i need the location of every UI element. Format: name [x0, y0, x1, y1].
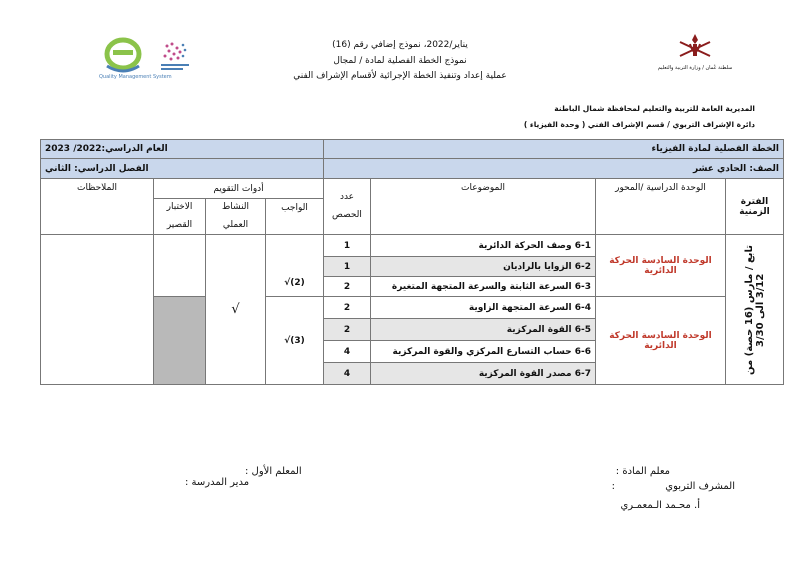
school-year: العام الدراسي:2022/ 2023 [41, 140, 324, 159]
homework-cell-b: (3)√ [266, 297, 324, 385]
col-quiz: الاختبار القصير [154, 199, 206, 235]
header-line-3: عملية إعداد وتنفيذ الخطة الإجرائية لأقسام الإشراف الفني [293, 71, 507, 81]
col-sessions: عدد الحصص [324, 179, 371, 235]
senior-teacher-label: المعلم الأول : [245, 466, 302, 477]
col-topics: الموضوعات [371, 179, 596, 235]
principal-label: مدير المدرسة : [185, 477, 250, 488]
plan-title-row [41, 140, 784, 159]
col-activity: النشاط العملي [206, 199, 266, 235]
department-line: دائرة الإشراف التربوي / قسم الإشراف الفني ( وحدة الفيزياء ) [523, 120, 755, 129]
topic-row: 6-4 السرعة المتجهة الزاوية [371, 297, 596, 319]
oman-caption: سلطنة عُمان / وزارة التربية والتعليم [657, 65, 733, 71]
homework-cell-a: (2)√ [266, 235, 324, 297]
notes-cell [41, 235, 154, 385]
subject-teacher-label: معلم المادة : [615, 466, 670, 477]
sessions-cell: 2 [324, 277, 371, 297]
sessions-cell: 2 [324, 319, 371, 341]
header-line-2: نموذج الخطة الفصلية لمادة / لمجال [333, 56, 467, 66]
period-cell [726, 235, 784, 385]
qms-caption: Quality Management System [99, 74, 172, 80]
col-homework: الواجب [266, 199, 324, 235]
quiz-cell-a [154, 235, 206, 297]
sessions-cell: 4 [324, 341, 371, 363]
directorate-line: المديرية العامة للتربية والتعليم لمحافظة شمال الباطنة [554, 104, 755, 113]
topic-row: 6-1 وصف الحركة الدائرية [371, 235, 596, 257]
sessions-cell: 1 [324, 235, 371, 257]
unit-cell-b: الوحدة السادسة الحركة الدائرية [596, 297, 726, 385]
oman-emblem-logo [657, 30, 733, 80]
topic-row: 6-6 حساب التسارع المركزي والقوة المركزية [371, 341, 596, 363]
quiz-cell-b [154, 297, 206, 385]
qms-logo [95, 36, 205, 82]
semester-plan-table [40, 139, 784, 385]
semester-label: الفصل الدراسي: الثاني [41, 159, 324, 179]
topic-row: 6-3 السرعة الثابتة والسرعة المتجهة المتغيرة [371, 277, 596, 297]
activity-cell: √ [206, 235, 266, 385]
col-unit: الوحدة الدراسية /المحور [596, 179, 726, 235]
col-period: الفترة الزمنية [726, 179, 784, 235]
supervisor-name: أ. محـمد الـمعمـري [620, 500, 700, 511]
grade-label: الصف: الحادي عشر [324, 159, 784, 179]
col-tools: أدوات التقويم [154, 179, 324, 199]
plan-grade-row [41, 159, 784, 179]
sessions-cell: 4 [324, 363, 371, 385]
topic-row: 6-2 الزوايا بالراديان [371, 257, 596, 277]
sessions-cell: 2 [324, 297, 371, 319]
supervisor-label: المشرف التربوي [665, 481, 735, 492]
col-notes: الملاحظات [41, 179, 154, 235]
sessions-cell: 1 [324, 257, 371, 277]
period-value: تابع / مارس (16 حصة) من 3/12 الى 3/30 [743, 244, 766, 375]
unit-cell-a: الوحدة السادسة الحركة الدائرية [596, 235, 726, 297]
topic-row: 6-7 مصدر القوة المركزية [371, 363, 596, 385]
plan-title: الخطة الفصلية لمادة الفيزياء [324, 140, 784, 159]
header-line-1: يناير/2022، نموذج إضافي رقم (16) [332, 40, 468, 50]
topic-row: 6-5 القوة المركزية [371, 319, 596, 341]
supervisor-colon: : [611, 481, 615, 492]
